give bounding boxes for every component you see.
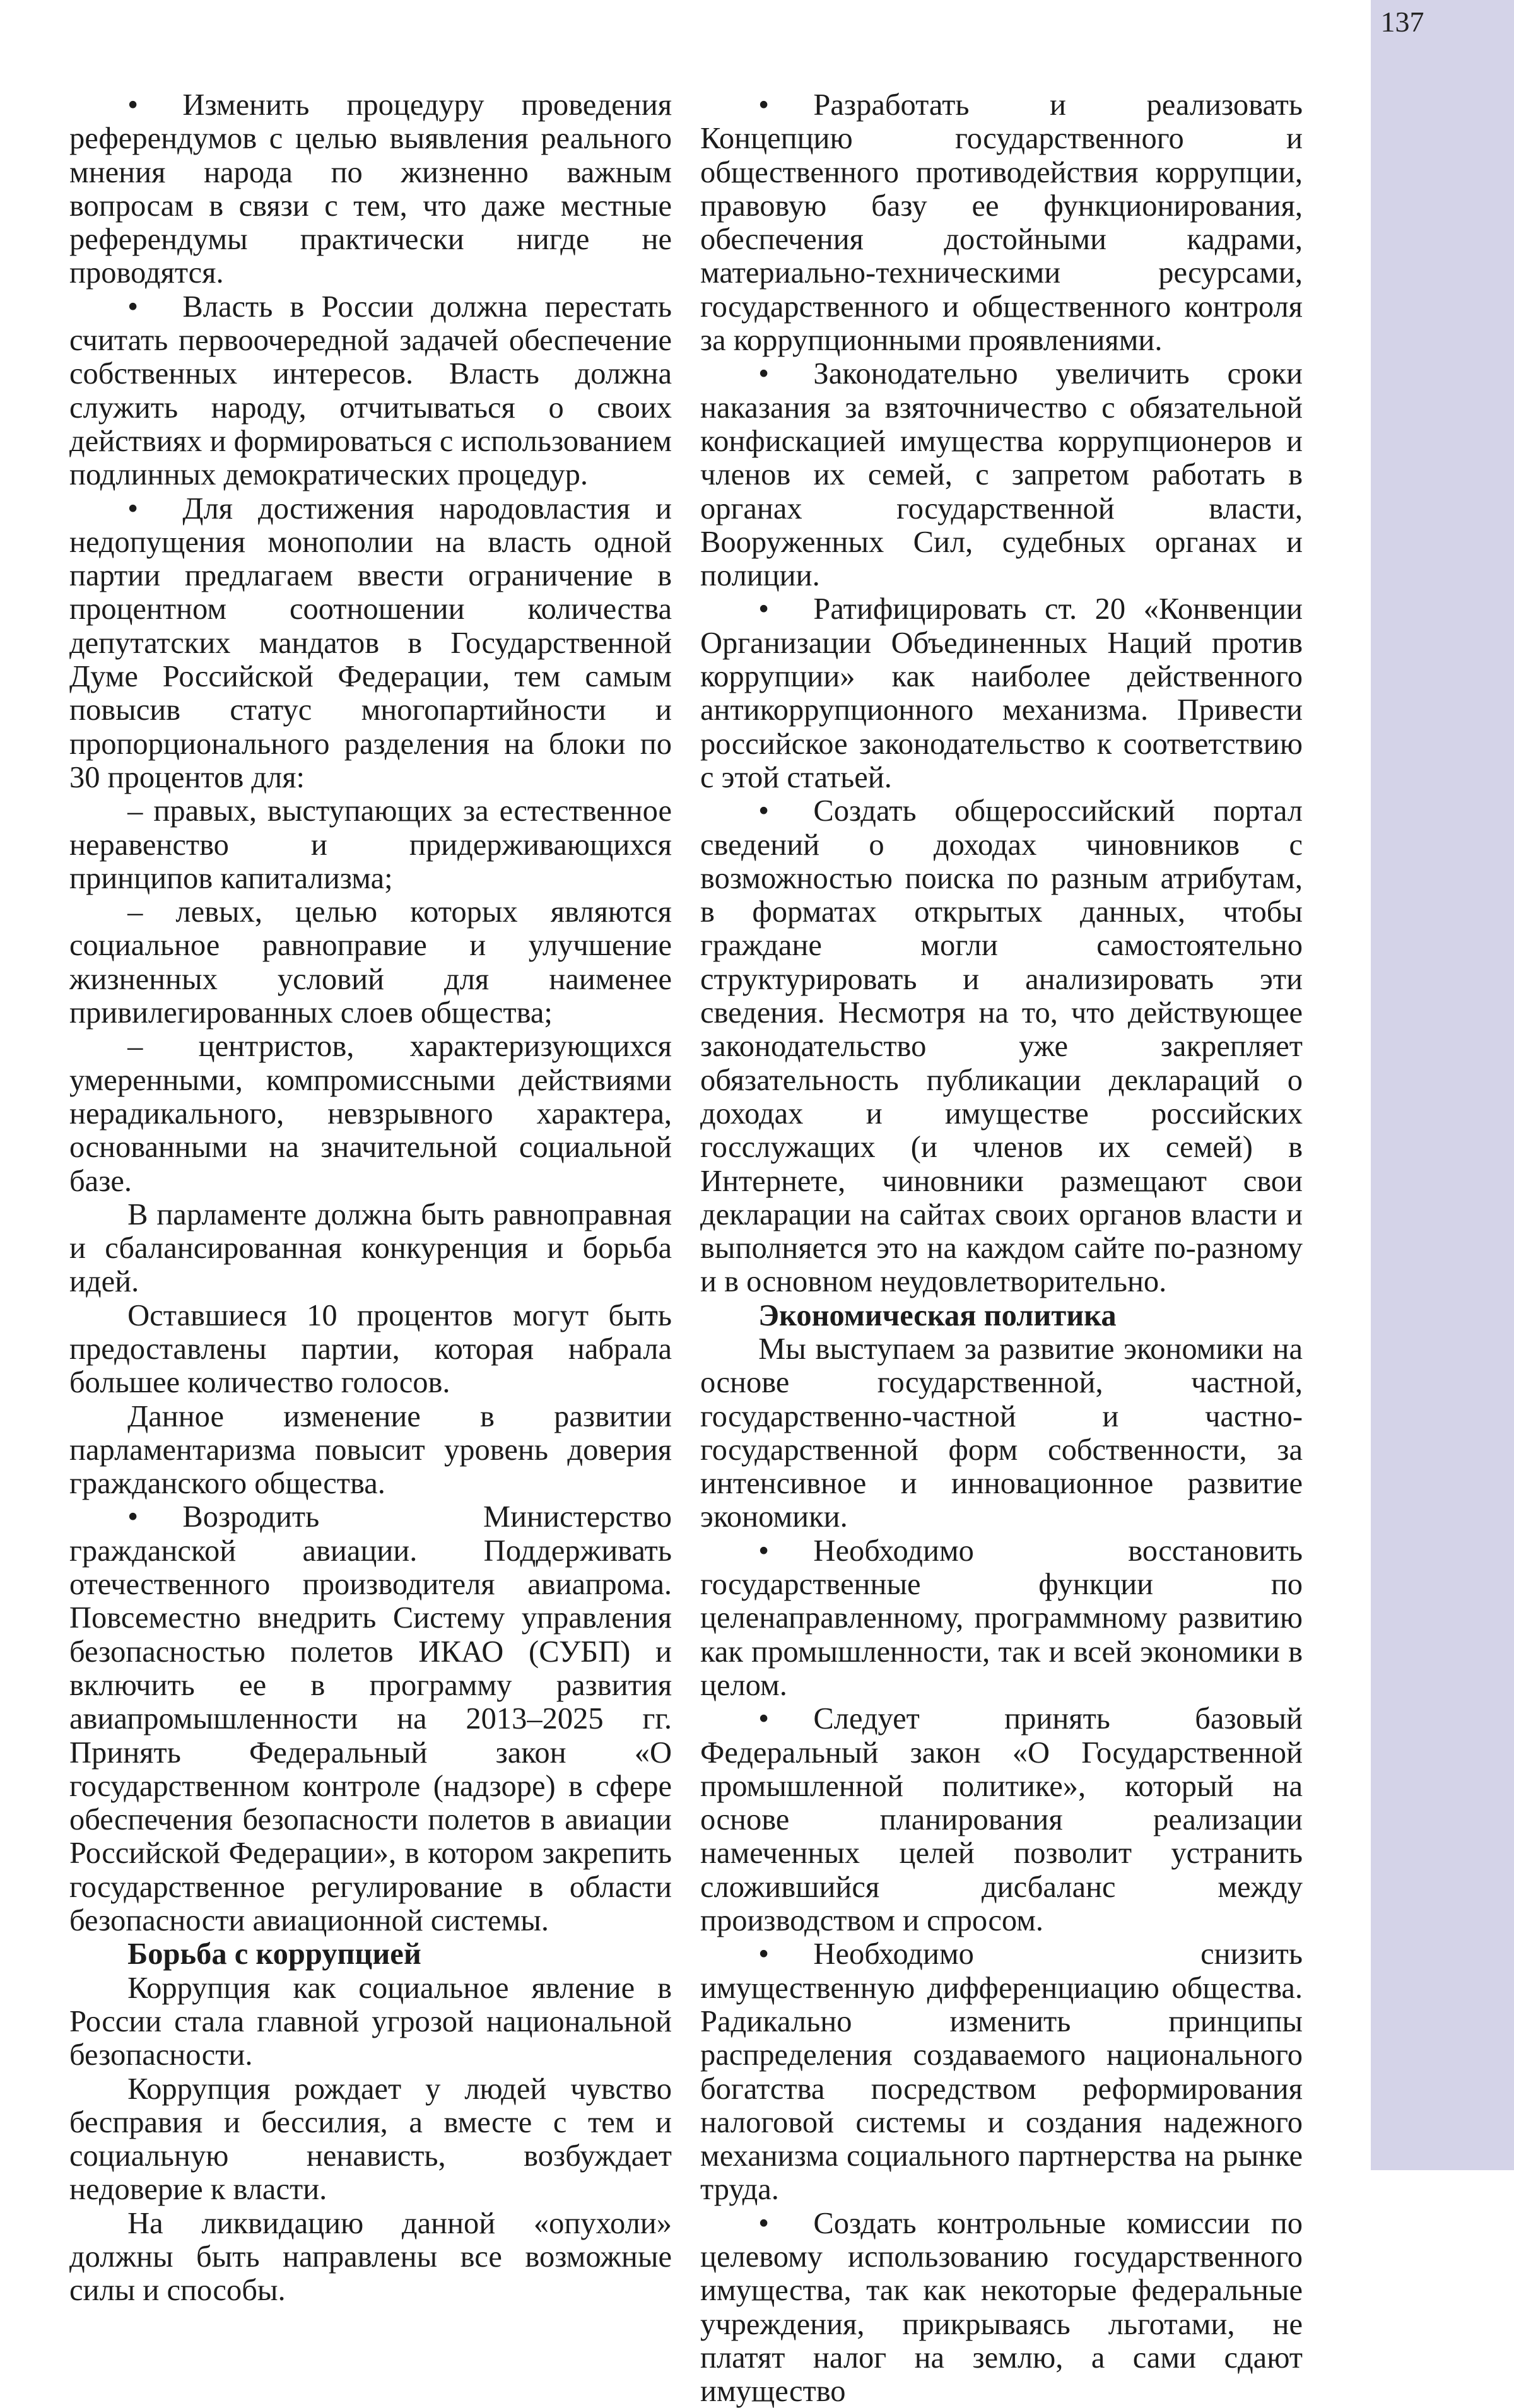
paragraph-text: Необходимо снизить имущественную дифференциацию общества. Радикально изменить принципы распределения создаваемого национального богатства посредством реформирования налоговой системы и создания надежного механизма социального партнерства на рынке труда. xyxy=(700,1937,1303,2207)
paragraph-text: Разработать и реализовать Концепцию государственного и общественного противодействия коррупции, правовую базу ее функционирования, обеспечения достойными кадрами, материально-техническими ресурсами, государственного и общественного контроля за коррупционными проявлениями. xyxy=(700,88,1303,358)
bullet-icon: • xyxy=(127,491,139,526)
bullet-icon: • xyxy=(758,1937,770,1971)
paragraph-text: Изменить процедуру проведения референдумов с целью выявления реального мнения народа по жизненно важным вопросам в связи с тем, что даже местные референдумы практически нигде не проводятся. xyxy=(69,88,672,290)
bullet-paragraph xyxy=(700,794,1303,1298)
bullet-icon: • xyxy=(127,290,139,324)
paragraph-text: Следует принять базовый Федеральный закон «О Государственной промышленной политике», который на основе планирования реализации намеченных целей позволит устранить сложившийся дисбаланс между производством и спросом. xyxy=(700,1702,1303,1938)
paragraph-text: Для достижения народовластия и недопущения монополии на власть одной партии предлагаем ввести ограничение в процентном соотношении количества депутатских мандатов в Государственной Думе Российской Федерации, тем самым повысив статус многопартийности и пропорционального разделения на блоки по 30 процентов для: xyxy=(69,491,672,794)
paragraph-text: Необходимо восстановить государственные функции по целенаправленному, программному развитию как промышленности, так и всей экономики в целом. xyxy=(700,1534,1303,1702)
paragraph-text: Ратифицировать ст. 20 «Конвенции Организации Объединенных Наций против коррупции» как наиболее действенного антикоррупционного механизма. Привести российское законодательство к соответствию с этой статьей. xyxy=(700,592,1303,794)
dash-list-item: – центристов, характеризующихся умеренными, компромиссными действиями нерадикального, невзрывного характера, основанными на значительной социальной базе. xyxy=(69,1030,672,1198)
dash-list-item: – левых, целью которых являются социальное равноправие и улучшение жизненных условий для наименее привилегированных слоев общества; xyxy=(69,895,672,1030)
paragraph: Коррупция как социальное явление в России стала главной угрозой национальной безопасности. xyxy=(69,1971,672,2072)
bullet-icon: • xyxy=(758,357,770,391)
bullet-paragraph xyxy=(700,357,1303,592)
paragraph: Коррупция рождает у людей чувство бесправия и бессилия, а вместе с тем и социальную ненависть, возбуждает недоверие к власти. xyxy=(69,2072,672,2207)
bullet-paragraph xyxy=(700,1702,1303,1937)
paragraph: Данное изменение в развитии парламентаризма повысит уровень доверия гражданского общества. xyxy=(69,1399,672,1501)
bullet-icon: • xyxy=(127,88,139,122)
bullet-paragraph xyxy=(700,592,1303,794)
bullet-paragraph xyxy=(700,88,1303,357)
bullet-icon: • xyxy=(758,1702,770,1736)
side-margin-strip xyxy=(1371,0,1514,2170)
bullet-icon: • xyxy=(758,88,770,122)
bullet-paragraph xyxy=(700,1937,1303,2206)
paragraph: В парламенте должна быть равноправная и сбалансированная конкуренция и борьба идей. xyxy=(69,1197,672,1299)
bullet-icon: • xyxy=(758,1534,770,1568)
paragraph-text: Создать общероссийский портал сведений о доходах чиновников с возможностью поиска по разным атрибутам, в форматах открытых данных, чтобы граждане могли самостоятельно структурировать и анализировать эти сведения. Несмотря на то, что действующее законодательство уже закрепляет обязательность публикации деклараций о доходах и имуществе российских госслужащих (и членов их семей) в Интернете, чиновники размещают свои декларации на сайтах своих органов власти и выполняется это на каждом сайте по-разному и в основном неудовлетворительно. xyxy=(700,794,1303,1299)
paragraph-text: Законодательно увеличить сроки наказания за взяточничество с обязательной конфискацией имущества коррупционеров и членов их семей, с запретом работать в органах государственной власти, Вооруженных Сил, судебных органах и полиции. xyxy=(700,357,1303,593)
bullet-paragraph xyxy=(700,2207,1303,2408)
paragraph: Мы выступаем за развитие экономики на основе государственной, частной, государственно-частной и частно-государственной форм собственности, за интенсивное и инновационное развитие экономики. xyxy=(700,1332,1303,1534)
paragraph: Оставшиеся 10 процентов могут быть предоставлены партии, которая набрала большее количество голосов. xyxy=(69,1298,672,1400)
bullet-icon: • xyxy=(127,1500,139,1534)
left-column xyxy=(69,88,672,2308)
bullet-paragraph xyxy=(700,1534,1303,1702)
bullet-paragraph xyxy=(69,492,672,795)
section-heading: Борьба с коррупцией xyxy=(127,1937,421,1971)
right-column xyxy=(700,88,1303,2408)
paragraph-text: Власть в России должна перестать считать первоочередной задачей обеспечение собственных интересов. Власть должна служить народу, отчитываться о своих действиях и формироваться с использованием подлинных демократических процедур. xyxy=(69,290,672,492)
paragraph-text: Возродить Министерство гражданской авиации. Поддерживать отечественного производителя авиапрома. Повсеместно внедрить Систему управления безопасностью полетов ИКАО (СУБП) и включить ее в программу развития авиапромышленности на 2013–2025 гг. Принять Федеральный закон «О государственном контроле (надзоре) в сфере обеспечения безопасности полетов в авиации Российской Федерации», в котором закрепить государственное регулирование в области безопасности авиационной системы. xyxy=(69,1500,672,1938)
bullet-icon: • xyxy=(758,794,770,828)
bullet-icon: • xyxy=(758,2206,770,2240)
dash-list-item: – правых, выступающих за естественное неравенство и придерживающихся принципов капитализма; xyxy=(69,794,672,895)
paragraph: На ликвидацию данной «опухоли» должны быть направлены все возможные силы и способы. xyxy=(69,2206,672,2308)
bullet-paragraph xyxy=(69,290,672,492)
bullet-icon: • xyxy=(758,592,770,626)
section-heading: Экономическая политика xyxy=(758,1298,1117,1332)
page-number: 137 xyxy=(1380,6,1424,38)
bullet-paragraph xyxy=(69,88,672,290)
paragraph-text: Создать контрольные комиссии по целевому использованию государственного имущества, так как некоторые федеральные учреждения, прикрываясь льготами, не платят налог на землю, а сами сдают имущество xyxy=(700,2206,1303,2408)
bullet-paragraph xyxy=(69,1500,672,1937)
